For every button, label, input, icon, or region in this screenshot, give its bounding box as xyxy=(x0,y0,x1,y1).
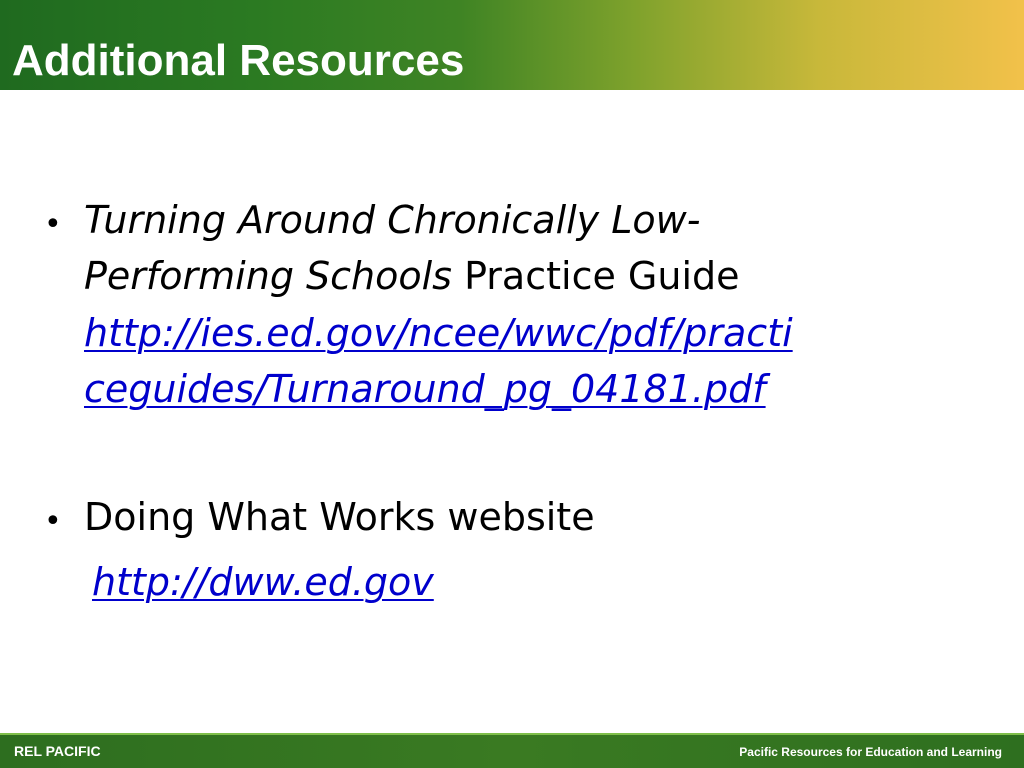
bullet-1-link-line-2[interactable] xyxy=(84,361,766,417)
bullet-2-line-1 xyxy=(84,489,595,545)
dww-label: Doing What Works website xyxy=(84,495,595,539)
bullet-glyph: • xyxy=(44,207,62,242)
practice-guide-link-part-1[interactable]: http://ies.ed.gov/ncee/wwc/pdf/practi xyxy=(84,311,793,355)
bullet-2-link-line[interactable] xyxy=(92,554,434,610)
footer-org-label: REL PACIFIC xyxy=(14,743,101,759)
practice-guide-link-part-2[interactable]: ceguides/Turnaround_pg_04181.pdf xyxy=(84,367,766,411)
footer-tagline: Pacific Resources for Education and Learning xyxy=(739,745,1002,759)
bullet-glyph: • xyxy=(44,504,62,539)
guide-title-suffix: Practice Guide xyxy=(451,254,740,298)
bullet-1-line-1 xyxy=(84,192,700,248)
footer-bar xyxy=(0,733,1024,768)
bullet-1-link-line-1[interactable] xyxy=(84,305,793,361)
guide-title-part-2: Performing Schools xyxy=(84,254,452,298)
dww-link[interactable]: http://dww.ed.gov xyxy=(92,560,434,604)
bullet-1-line-2 xyxy=(84,248,740,304)
guide-title-part-1: Turning Around Chronically Low- xyxy=(84,198,701,242)
slide-title: Additional Resources xyxy=(12,36,465,85)
